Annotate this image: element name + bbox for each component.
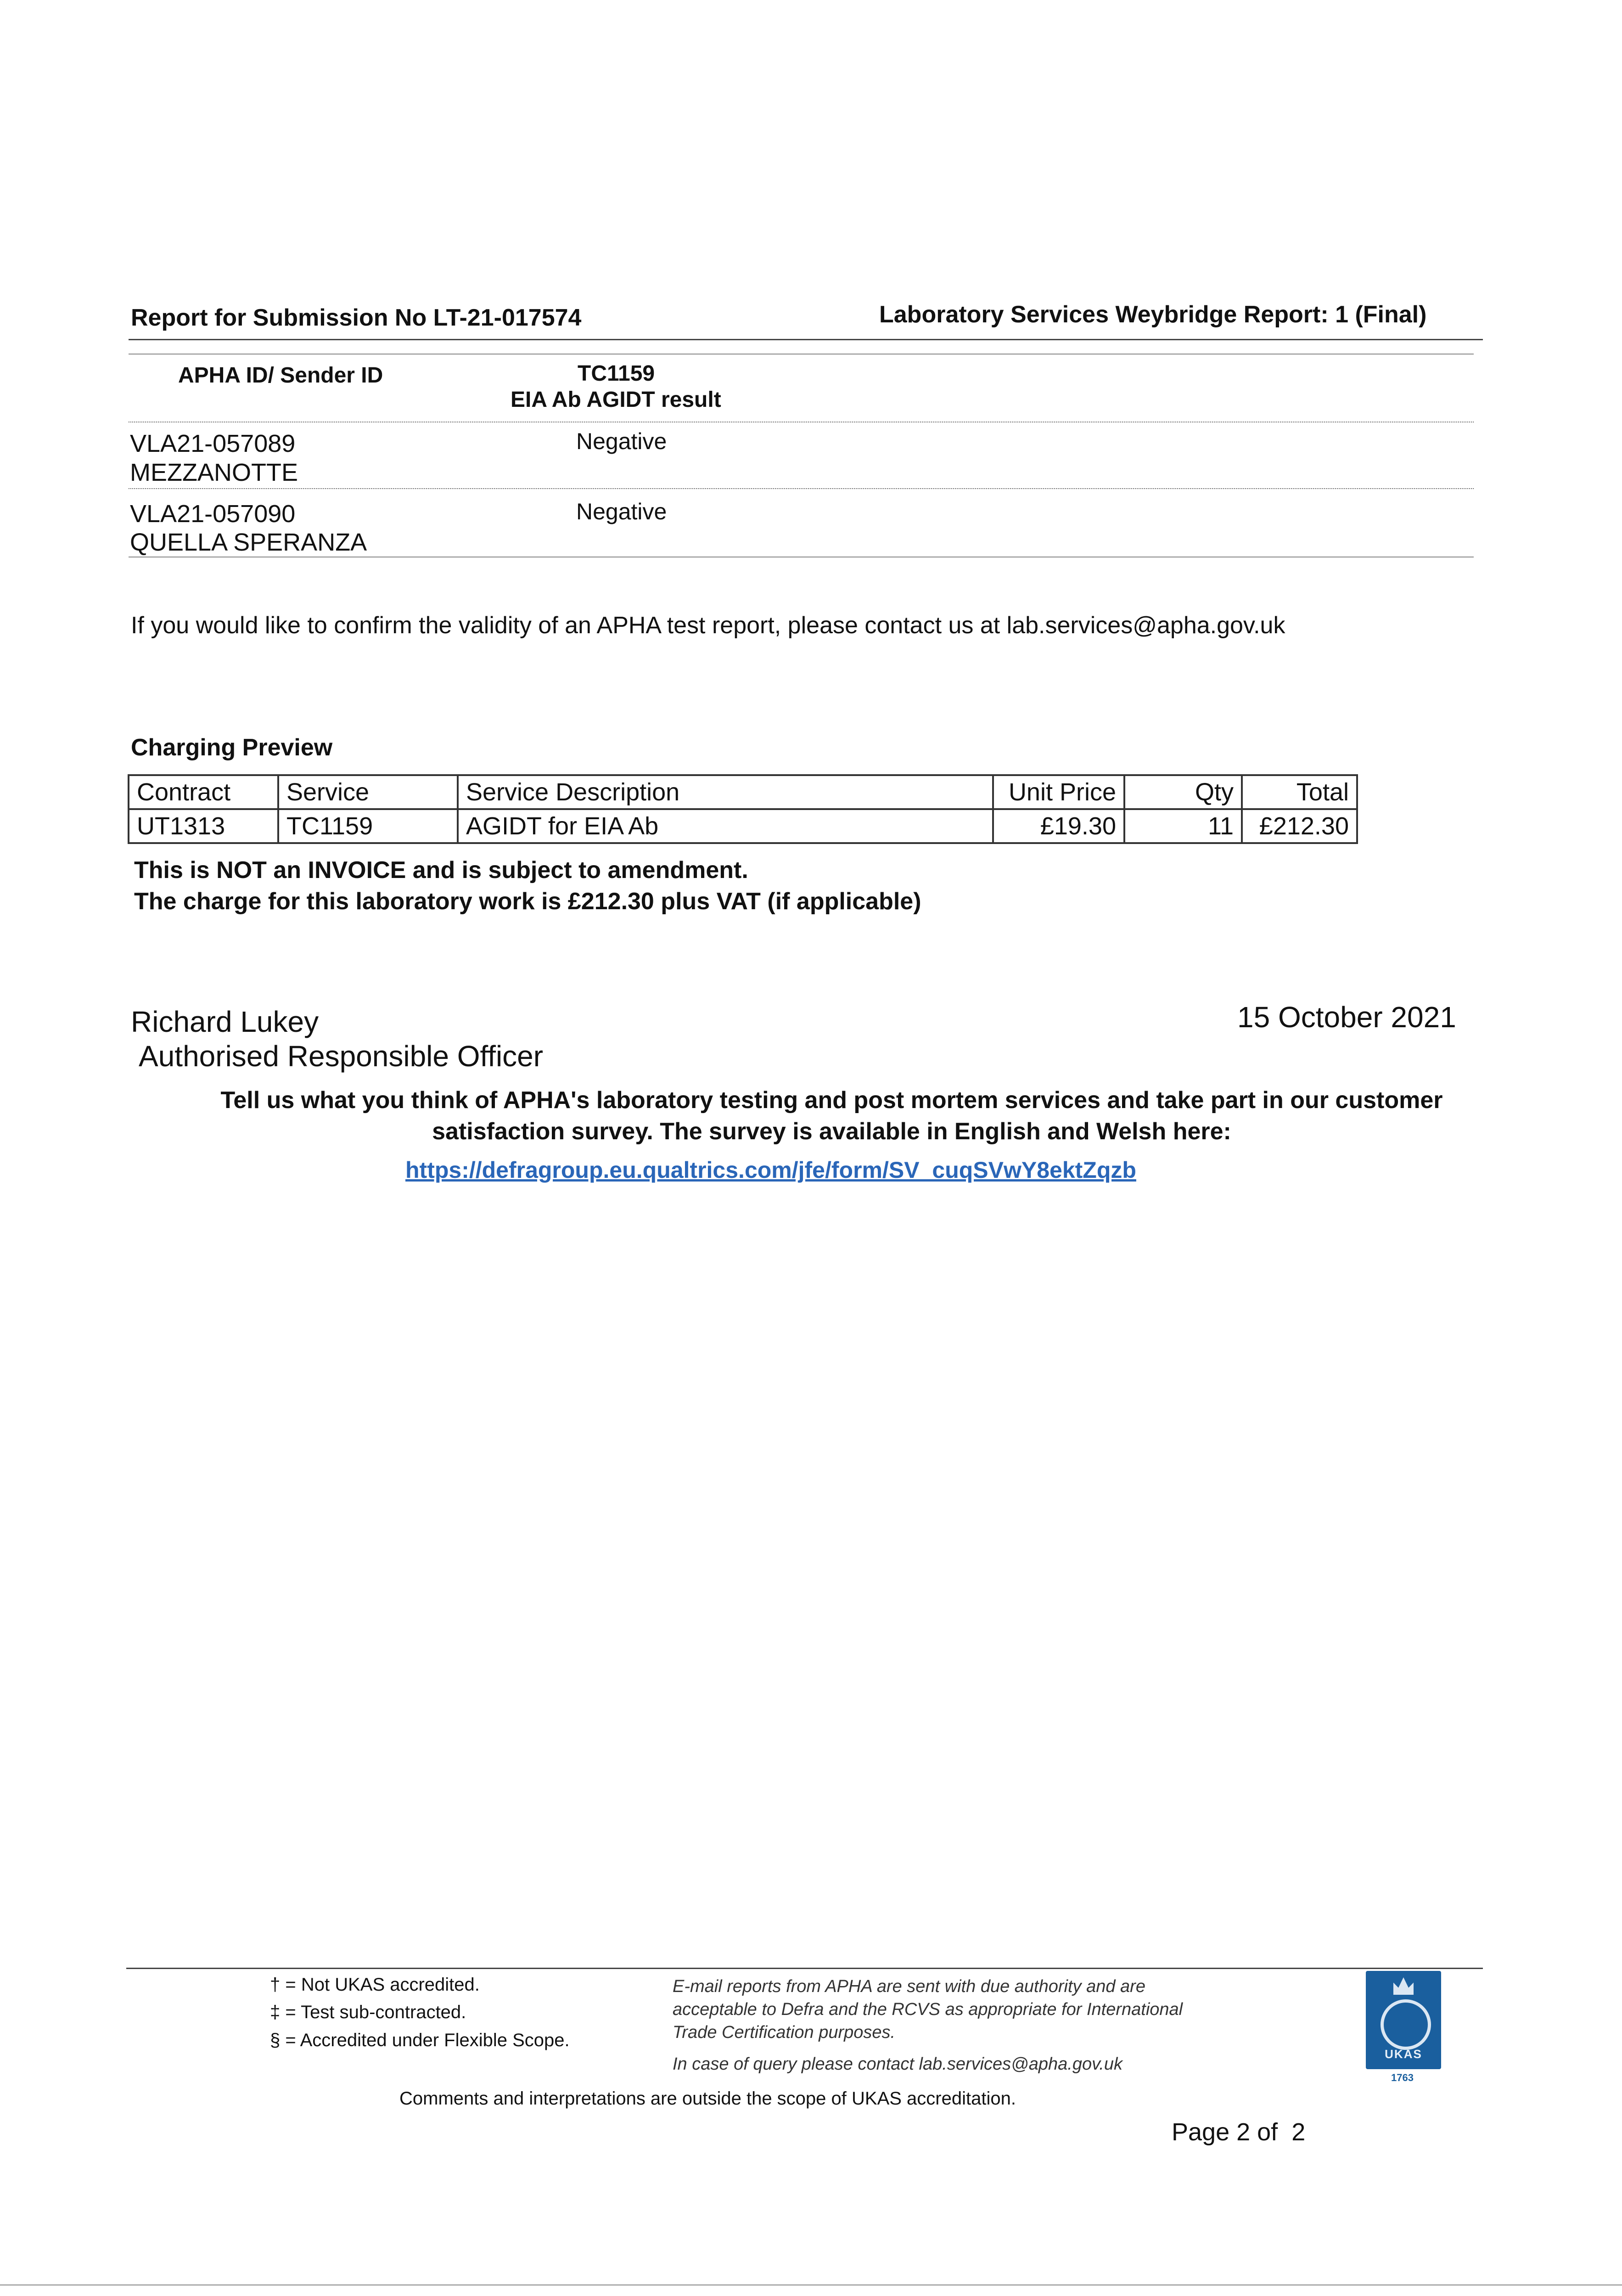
row2-id: VLA21-057090 [130,500,296,528]
col-header-test-code: TC1159 [578,361,655,386]
td-service: TC1159 [278,809,458,843]
email-note-2: acceptable to Defra and the RCVS as appropriate for International [673,2000,1183,2019]
crown-icon [1393,1977,1414,1995]
td-description: AGIDT for EIA Ab [458,809,993,843]
legend-flexible-scope: § = Accredited under Flexible Scope. [270,2030,570,2050]
charging-table [128,774,1358,844]
ukas-ring-icon [1381,1999,1431,2050]
charging-title: Charging Preview [131,734,333,761]
charge-line: The charge for this laboratory work is £212.30 plus VAT (if applicable) [134,888,921,915]
td-qty: 11 [1124,809,1242,843]
signatory-role: Authorised Responsible Officer [139,1040,544,1073]
charging-data-row [129,809,1357,843]
not-invoice-note: This is NOT an INVOICE and is subject to amendment. [134,857,748,884]
ukas-scope-note: Comments and interpretations are outside the scope of UKAS accreditation. [399,2088,1016,2109]
th-description: Service Description [458,775,993,809]
td-unit-price: £19.30 [993,809,1124,843]
survey-line-2: satisfaction survey. The survey is available in English and Welsh here: [432,1118,1231,1145]
header-rule-2 [129,354,1474,355]
legend-sub-contracted: ‡ = Test sub-contracted. [270,2002,466,2022]
ukas-logo [1366,1971,1441,2069]
th-qty: Qty [1124,775,1242,809]
col-header-test-name: EIA Ab AGIDT result [511,388,721,412]
row2-sender: QUELLA SPERANZA [130,529,367,556]
footer-rule [126,1968,1483,1969]
th-service: Service [278,775,458,809]
lab-report-title: Laboratory Services Weybridge Report: 1 (Final) [879,301,1427,328]
row2-result: Negative [576,499,667,524]
validity-note: If you would like to confirm the validity of an APHA test report, please contact us at lab.services@apha.gov.uk [131,612,1285,639]
report-date: 15 October 2021 [1237,1001,1456,1034]
email-note-3: Trade Certification purposes. [673,2023,896,2042]
query-note: In case of query please contact lab.services@apha.gov.uk [673,2054,1122,2074]
email-note-1: E-mail reports from APHA are sent with due authority and are [673,1977,1145,1996]
th-contract: Contract [129,775,278,809]
submission-title: Report for Submission No LT-21-017574 [131,304,582,331]
row1-result: Negative [576,428,667,454]
survey-line-1: Tell us what you think of APHA's laboratory testing and post mortem services and take part in our customer [220,1087,1443,1114]
col-header-id: APHA ID/ Sender ID [178,363,383,388]
charging-header-row [129,775,1357,809]
signatory-name: Richard Lukey [131,1005,319,1038]
legend-not-accredited: † = Not UKAS accredited. [270,1975,480,1995]
row1-id: VLA21-057089 [130,430,296,457]
th-total: Total [1242,775,1357,809]
header-rule [129,339,1483,340]
td-total: £212.30 [1242,809,1357,843]
ukas-badge-text: UKAS [1385,2047,1422,2061]
td-contract: UT1313 [129,809,278,843]
th-unit-price: Unit Price [993,775,1124,809]
page-number: Page 2 of 2 [1172,2118,1306,2146]
results-row-rule [129,488,1474,489]
survey-link[interactable]: https://defragroup.eu.qualtrics.com/jfe/form/SV_cuqSVwY8ektZqzb [405,1157,1136,1183]
row1-sender: MEZZANOTTE [130,459,298,486]
ukas-badge-number: 1763 [1391,2072,1414,2083]
